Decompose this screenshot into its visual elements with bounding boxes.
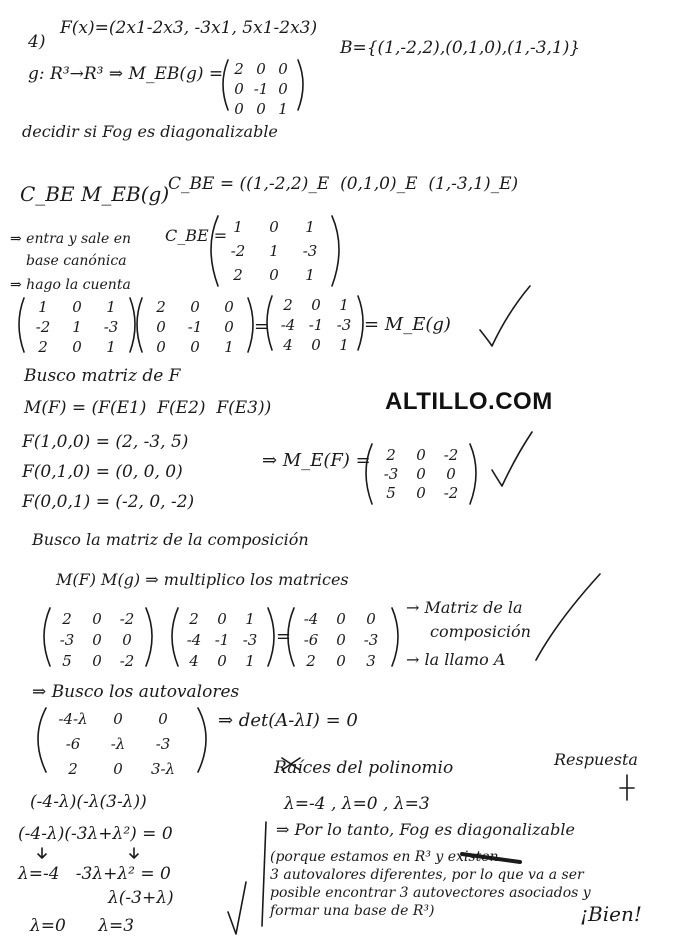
matrix-cell: 0 (217, 652, 227, 670)
me-g-label: = M_E(g) (364, 314, 451, 335)
matrix-cell: 0 (278, 80, 288, 98)
reason-line-4: formar una base de R³) (270, 903, 435, 919)
matrix-cell: 2 (156, 298, 166, 316)
eq-line-2: (-4-λ)(-3λ+λ²) = 0 (18, 824, 173, 844)
task-statement: decidir si Fog es diagonalizable (22, 122, 278, 141)
note-hago-cuenta: ⇒ hago la cuenta (10, 277, 131, 293)
matrix-cell: 0 (336, 652, 346, 670)
matrix-cell: 2 (306, 652, 316, 670)
matrix-cell: 0 (72, 338, 82, 356)
matrix-cell: 2 (283, 296, 293, 314)
matrix-cell: 0 (190, 338, 200, 356)
matrix-cell: -3 (363, 631, 379, 649)
matrix-cell: -2 (443, 446, 459, 464)
matrix-cell: 0 (269, 266, 279, 284)
matrix-cell: 1 (278, 100, 288, 118)
conclusion: ⇒ Por lo tanto, Fog es diagonalizable (276, 820, 575, 839)
problem-number: 4) (28, 32, 46, 52)
matrix-cell: 0 (156, 338, 166, 356)
matrix-cell: 0 (234, 80, 244, 98)
f-e1: F(1,0,0) = (2, -3, 5) (22, 432, 189, 452)
eq-line-5: λ=0 λ=3 (30, 916, 135, 936)
mf-definition: M(F) = (F(E1) F(E2) F(E3)) (24, 398, 272, 418)
matrix-cell: -6 (65, 735, 81, 753)
matrix-cell: -2 (230, 242, 246, 260)
note-composicion: composición (430, 622, 531, 641)
matrix-cell: 0 (278, 60, 288, 78)
cbe-definition: C_BE = ((1,-2,2)_E (0,1,0)_E (1,-3,1)_E) (168, 174, 519, 194)
matrix-cell: 0 (416, 484, 426, 502)
roots-heading: Raíces del polinomio (274, 758, 454, 778)
matrix-cell: 0 (158, 710, 168, 728)
roots-values: λ=-4 , λ=0 , λ=3 (284, 794, 430, 814)
matrix-cell: 2 (62, 610, 72, 628)
reason-line-2: 3 autovalores diferentes, por lo que va a ser (270, 867, 584, 883)
respuesta-label: Respuesta (554, 750, 638, 769)
cbe-label: C_BE = (165, 226, 228, 245)
f-e2: F(0,1,0) = (0, 0, 0) (22, 462, 183, 482)
matrix-cell: -3 (242, 631, 258, 649)
matrix-cell: 0 (336, 631, 346, 649)
matrix-cell: 4 (189, 652, 199, 670)
matrix-cell: 0 (156, 318, 166, 336)
matrix-cell: 1 (245, 652, 255, 670)
step1-heading: C_BE M_EB(g) (20, 182, 170, 206)
matrix-cell: 1 (224, 338, 234, 356)
matrix-cell: -2 (443, 484, 459, 502)
matrix-cell: 0 (446, 465, 456, 483)
watermark: ALTILLO.COM (385, 388, 553, 415)
matrix-cell: 1 (106, 298, 116, 316)
matrix-cell: 3-λ (150, 760, 176, 778)
det-equation: ⇒ det(A-λI) = 0 (218, 710, 358, 731)
step4-heading: ⇒ Busco los autovalores (32, 682, 240, 702)
matrix-cell: 1 (305, 266, 315, 284)
matrix-cell: 3 (366, 652, 376, 670)
matrix-cell: -4 (280, 316, 296, 334)
matrix-cell: -3 (103, 318, 119, 336)
eq-line-4: λ(-3+λ) (108, 888, 174, 908)
matrix-cell: 1 (269, 242, 279, 260)
matrix-cell: -4 (303, 610, 319, 628)
matrix-cell: 5 (62, 652, 72, 670)
matrix-cell: -3 (155, 735, 171, 753)
matrix-cell: 2 (233, 266, 243, 284)
matrix-cell: 0 (311, 336, 321, 354)
matrix-cell: 0 (416, 446, 426, 464)
matrix-cell: -λ (110, 735, 126, 753)
matrix-cell: 0 (113, 710, 123, 728)
matrix-cell: 0 (217, 610, 227, 628)
matrix-cell: 2 (189, 610, 199, 628)
matrix-cell: -1 (187, 318, 203, 336)
reason-line-1: (porque estamos en R³ y existen (270, 849, 499, 865)
reason-line-3: posible encontrar 3 autovectores asociados y (270, 885, 591, 901)
note-entra-sale: ⇒ entra y sale en (10, 231, 132, 247)
note-base-canonica: base canónica (26, 253, 127, 269)
equals-sign: = (254, 316, 270, 337)
matrix-cell: 1 (245, 610, 255, 628)
matrix-cell: 0 (234, 100, 244, 118)
multiply-text: M(F) M(g) ⇒ multiplico los matrices (56, 570, 349, 589)
matrix-cell: 1 (339, 296, 349, 314)
eq-line-3: λ=-4 -3λ+λ² = 0 (18, 864, 171, 884)
matrix-cell: -1 (253, 80, 269, 98)
matrix-cell: 0 (122, 631, 132, 649)
note-llamo-a: → la llamo A (406, 650, 506, 669)
matrix-cell: 1 (305, 218, 315, 236)
matrix-cell: -6 (303, 631, 319, 649)
matrix-cell: 0 (336, 610, 346, 628)
matrix-cell: -1 (214, 631, 230, 649)
matrix-cell: -1 (308, 316, 324, 334)
f-e3: F(0,0,1) = (-2, 0, -2) (22, 492, 195, 512)
matrix-cell: -2 (119, 652, 135, 670)
matrix-cell: 5 (386, 484, 396, 502)
matrix-cell: 1 (38, 298, 48, 316)
matrix-cell: 0 (366, 610, 376, 628)
matrix-cell: 0 (190, 298, 200, 316)
matrix-cell: -2 (119, 610, 135, 628)
matrix-cell: 1 (339, 336, 349, 354)
matrix-cell: -4-λ (58, 710, 88, 728)
matrix-cell: 0 (224, 318, 234, 336)
step2-heading: Busco matriz de F (24, 366, 181, 386)
matrix-cell: 0 (92, 631, 102, 649)
composition-equals: = (276, 626, 292, 647)
matrix-cell: 0 (256, 60, 266, 78)
matrix-cell: 0 (113, 760, 123, 778)
matrix-cell: 4 (283, 336, 293, 354)
mef-label: ⇒ M_E(F) = (262, 450, 371, 471)
matrix-cell: 1 (72, 318, 82, 336)
matrix-cell: -3 (59, 631, 75, 649)
eq-line-1: (-4-λ)(-λ(3-λ)) (30, 792, 147, 812)
matrix-cell: 1 (106, 338, 116, 356)
matrix-cell: 0 (92, 610, 102, 628)
matrix-cell: 2 (386, 446, 396, 464)
matrix-cell: -4 (186, 631, 202, 649)
matrix-cell: 0 (269, 218, 279, 236)
f-definition: F(x)=(2x1-2x3, -3x1, 5x1-2x3) (60, 18, 318, 38)
note-matriz: → Matriz de la (406, 598, 523, 617)
matrix-cell: 2 (38, 338, 48, 356)
bien-mark: ¡Bien! (580, 902, 642, 926)
matrix-cell: 0 (92, 652, 102, 670)
matrix-cell: 0 (256, 100, 266, 118)
matrix-cell: 0 (416, 465, 426, 483)
matrix-cell: -3 (336, 316, 352, 334)
g-definition: g: R³→R³ ⇒ M_EB(g) = (28, 64, 224, 84)
matrix-cell: -3 (302, 242, 318, 260)
matrix-cell: 2 (234, 60, 244, 78)
matrix-cell: 0 (72, 298, 82, 316)
matrix-cell: 0 (311, 296, 321, 314)
matrix-cell: 1 (233, 218, 243, 236)
basis-b: B={(1,-2,2),(0,1,0),(1,-3,1)} (340, 38, 581, 58)
matrix-cell: 2 (68, 760, 78, 778)
matrix-cell: -2 (35, 318, 51, 336)
matrix-cell: -3 (383, 465, 399, 483)
step3-heading: Busco la matriz de la composición (32, 530, 309, 549)
matrix-cell: 0 (224, 298, 234, 316)
